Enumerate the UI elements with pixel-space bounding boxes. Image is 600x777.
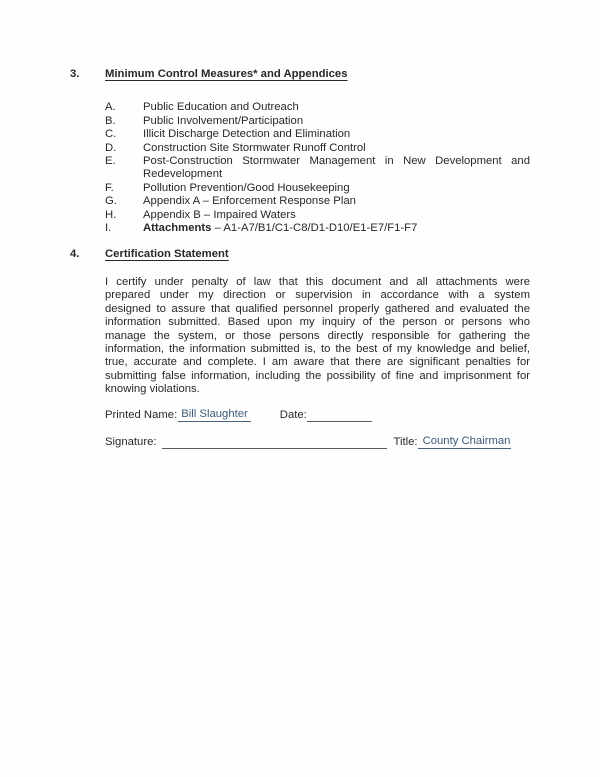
list-item-d xyxy=(105,142,530,155)
paragraph-line: designed to assure that qualified personnel properly gathered and evaluated the xyxy=(105,302,530,315)
section-3-number: 3. xyxy=(70,68,80,80)
section-4-number: 4. xyxy=(70,248,80,261)
attachments-bold-label: Attachments xyxy=(143,222,212,235)
title-field[interactable]: County Chairman xyxy=(418,435,512,449)
item-letter: C. xyxy=(105,128,117,141)
item-letter: F. xyxy=(105,181,114,194)
printed-name-label: Printed Name: xyxy=(105,408,178,421)
paragraph-line: manage the system, or those persons directly responsible for gathering the xyxy=(105,329,530,342)
paragraph-line: prepared under my direction or supervision in accordance with a system xyxy=(105,289,530,302)
section-4-title: Certification Statement xyxy=(105,248,229,261)
list-item-i xyxy=(105,222,530,235)
paragraph-line: submitting false information, including the possibility of fine and imprisonment for xyxy=(105,369,530,382)
paragraph-line: information, the information submitted is, to the best of my knowledge and belief, xyxy=(105,342,530,355)
printed-name-field[interactable]: Bill Slaughter xyxy=(178,408,251,422)
section-3-title: Minimum Control Measures* and Appendices xyxy=(105,68,348,80)
paragraph-line: true, accurate and complete. I am aware that there are significant penalties for xyxy=(105,356,530,369)
list-item-f xyxy=(105,182,530,195)
item-text: Appendix A – Enforcement Response Plan xyxy=(143,195,356,208)
section-4-heading xyxy=(70,248,530,261)
item-letter: D. xyxy=(105,141,117,154)
item-text-line-1: Post-Construction Stormwater Management in New Development and xyxy=(143,155,530,168)
item-text xyxy=(143,155,530,182)
list-item-a xyxy=(105,101,530,114)
date-label: Date: xyxy=(279,408,307,421)
list-item-e xyxy=(105,155,530,182)
item-letter: H. xyxy=(105,208,117,221)
list-item-b xyxy=(105,115,530,128)
paragraph-line: information submitted. Based upon my inquiry of the person or persons who xyxy=(105,316,530,329)
paragraph-line: I certify under penalty of law that this document and all attachments were xyxy=(105,275,530,288)
item-text: Public Involvement/Participation xyxy=(143,114,304,127)
item-text: Public Education and Outreach xyxy=(143,101,299,114)
item-text-line-2: Redevelopment xyxy=(143,168,223,181)
item-text: Construction Site Stormwater Runoff Control xyxy=(143,141,366,154)
item-letter: E. xyxy=(105,155,116,168)
item-text: Appendix B – Impaired Waters xyxy=(143,208,296,221)
title-label: Title: xyxy=(393,435,418,448)
certification-paragraph xyxy=(105,276,530,397)
list-item-c xyxy=(105,128,530,141)
item-letter: B. xyxy=(105,114,116,127)
date-field[interactable] xyxy=(307,409,372,422)
signature-label: Signature: xyxy=(105,435,157,448)
mcm-list xyxy=(105,101,530,235)
list-item-g xyxy=(105,195,530,208)
item-letter: A. xyxy=(105,101,116,114)
attachments-codes: – A1-A7/B1/C1-C8/D1-D10/E1-E7/F1-F7 xyxy=(211,222,418,235)
item-letter: I. xyxy=(105,222,112,235)
paragraph-line: knowing violations. xyxy=(105,383,200,396)
printed-name-row xyxy=(105,408,530,422)
item-text: Illicit Discharge Detection and Elimination xyxy=(143,128,351,141)
item-text xyxy=(143,222,530,235)
item-text: Pollution Prevention/Good Housekeeping xyxy=(143,181,350,194)
signature-row xyxy=(105,435,530,449)
signature-field[interactable] xyxy=(162,436,387,449)
item-letter: G. xyxy=(105,195,117,208)
list-item-h xyxy=(105,209,530,222)
section-3-heading xyxy=(70,68,530,81)
